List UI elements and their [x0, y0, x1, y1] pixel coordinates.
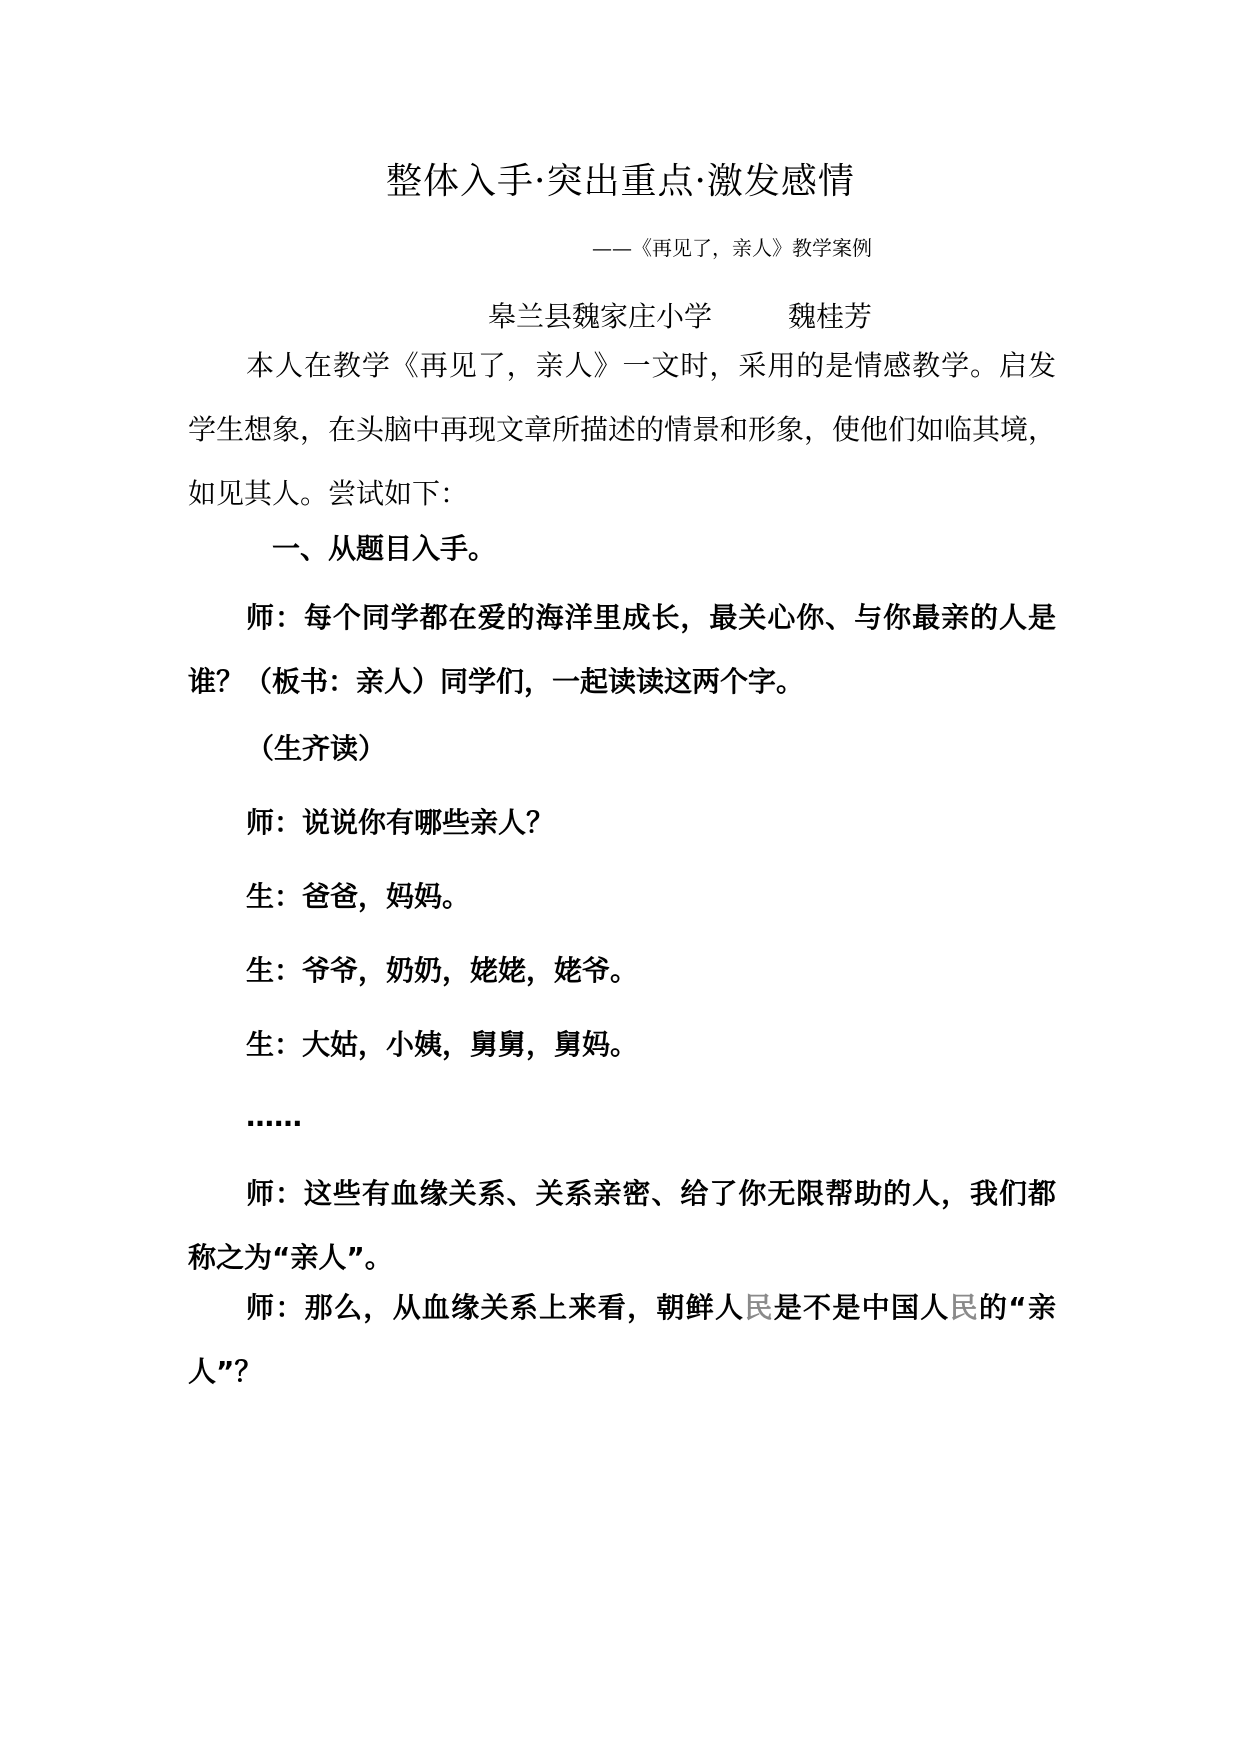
- author-line: [488, 296, 872, 338]
- document-subtitle: ——《再见了，亲人》教学案例: [592, 236, 872, 260]
- dialogue-3-highlight-a: 民: [744, 1291, 774, 1324]
- section-heading: 一、从题目入手。: [272, 532, 497, 565]
- dialogue-paragraph-2: 师：这些有血缘关系、关系亲密、给了你无限帮助的人，我们都称之为“亲人”。: [188, 1177, 1056, 1274]
- students-read-line: （生齐读）: [246, 732, 387, 765]
- ellipsis-line: ……: [246, 1100, 302, 1133]
- student-answer-3: 生：大姑，小姨，舅舅，舅妈。: [246, 1028, 639, 1061]
- document-title: 整体入手·突出重点·激发感情: [386, 161, 855, 202]
- intro-paragraph: 本人在教学《再见了，亲人》一文时，采用的是情感教学。启发学生想象，在头脑中再现文章所描述的情景和形象，使他们如临其境，如见其人。尝试如下：: [188, 349, 1057, 510]
- student-answer-1: 生：爸爸，妈妈。: [246, 880, 471, 913]
- dialogue-paragraph-1: 师：每个同学都在爱的海洋里成长，最关心你、与你最亲的人是谁？（板书：亲人）同学们，一起读读这两个字。: [188, 601, 1056, 698]
- school-name: 皋兰县魏家庄小学: [488, 300, 713, 333]
- dialogue-3-text-b: 是不是中国人: [773, 1291, 950, 1324]
- teacher-question-line: 师：说说你有哪些亲人？: [246, 806, 555, 839]
- dialogue-3-highlight-b: 民: [949, 1291, 979, 1324]
- student-answer-2: 生：爷爷，奶奶，姥姥，姥爷。: [246, 954, 639, 987]
- author-name: 魏桂芳: [788, 300, 873, 333]
- dialogue-paragraph-3: [188, 1276, 1056, 1404]
- dialogue-3-text-a: 师：那么，从血缘关系上来看，朝鲜人: [246, 1291, 745, 1324]
- dialogue-3-text-c: 的“亲人”？: [188, 1291, 1056, 1388]
